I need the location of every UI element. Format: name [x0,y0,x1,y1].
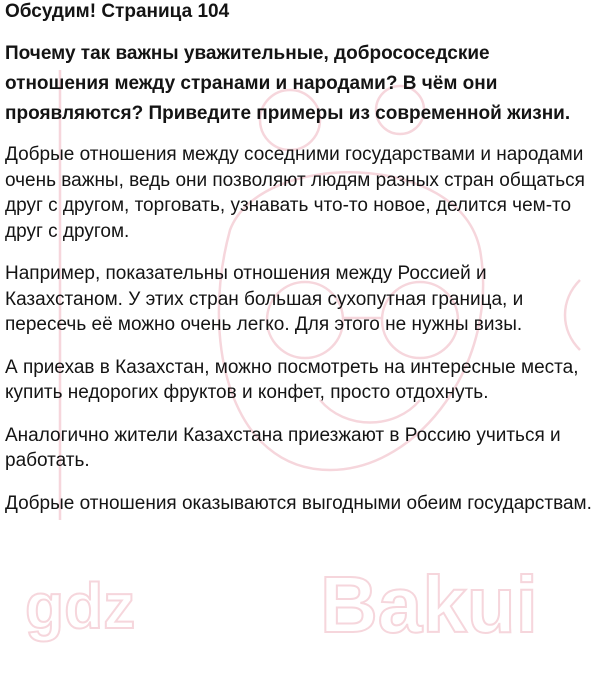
answer-block [5,142,594,516]
page-title: Обсудим! Страница 104 [5,1,230,22]
answer-paragraph: Например, показательны отношения между Россией и Казахстаном. У этих стран большая сухопутная граница, и пересечь её можно очень легко. Для этого не нужны визы. [5,263,524,335]
watermark-text-left: gdz [25,570,136,642]
answer-paragraph: Добрые отношения оказываются выгодными обеим государствам. [5,492,592,514]
answer-paragraph: Добрые отношения между соседними государствами и народами очень важны, ведь они позволяют людям разных стран общаться друг с другом, торговать, узнавать что-то новое, делится чем-то друг с другом. [5,144,585,242]
answer-paragraph: Аналогично жители Казахстана приезжают в Россию учиться и работать. [5,424,561,471]
watermark-text-right: Bakui [320,560,538,649]
answer-paragraph: А приехав в Казахстан, можно посмотреть на интересные места, купить недорогих фруктов и конфет, просто отдохнуть. [5,356,579,403]
question-text: Почему так важны уважительные, добрососедские отношения между странами и народами? В чём они проявляются? Приведите примеры из современной жизни. [5,43,571,124]
